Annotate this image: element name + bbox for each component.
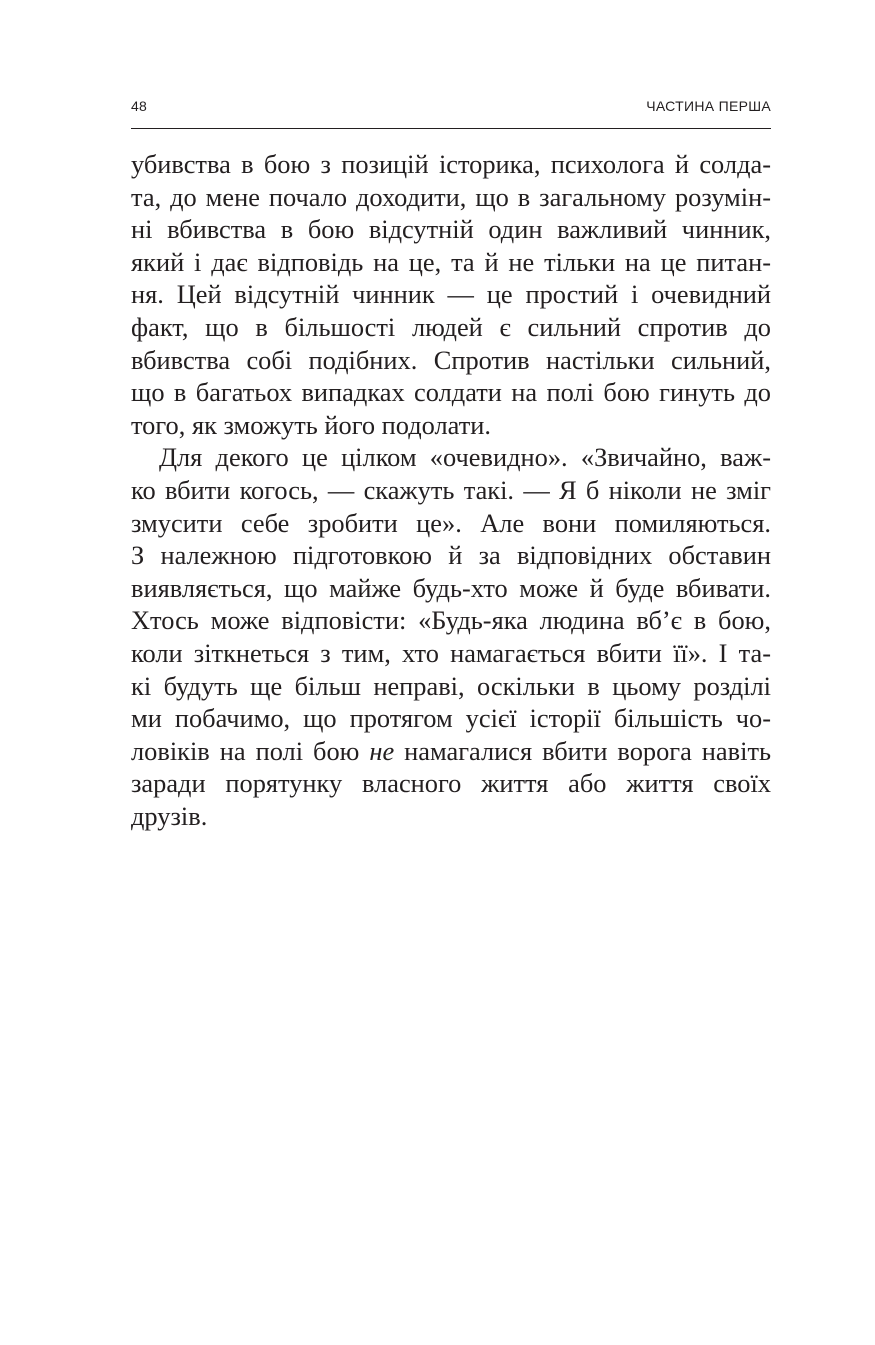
text-line: виявляється, що майже будь-хто може й буде вбивати. — [131, 572, 771, 603]
text-line: убивства в бою з позицій історика, психолога й солда- — [131, 149, 771, 179]
text-line: ко вбити когось, — скажуть такі. — Я б ніколи не зміг — [131, 474, 771, 505]
section-title: ЧАСТИНА ПЕРША — [646, 98, 771, 114]
paragraph-2 — [131, 441, 771, 832]
text-line: який і дає відповідь на це, та й не тільки на це питан- — [131, 246, 771, 277]
text-line: коли зіткнеться з тим, хто намагається вбити її». І та- — [131, 637, 771, 668]
text-line: факт, що в більшості людей є сильний спротив до — [131, 311, 771, 342]
text-line: ня. Цей відсутній чинник — це простий і очевидний — [131, 279, 771, 310]
text-line: ні вбивства в бою відсутній один важливий чинник, — [131, 214, 771, 245]
text-line: вбивства собі подібних. Спротив настільки сильний, — [131, 344, 771, 375]
running-head — [131, 96, 771, 120]
text-line: Для декого це цілком «очевидно». «Звичайно, важ- — [159, 442, 771, 473]
text-line: ми побачимо, що протягом усієї історії більшість чо- — [131, 703, 771, 734]
text-line: З належною підготовкою й за відповідних обставин — [131, 540, 771, 571]
body-text — [131, 148, 771, 832]
text-line: заради порятунку власного життя або життя своїх — [131, 768, 771, 799]
header-rule — [131, 128, 771, 129]
page-number: 48 — [131, 98, 147, 114]
text-line: друзів. — [131, 800, 208, 831]
text-line: змусити себе зробити це». Але вони помиляються. — [131, 507, 771, 538]
text-line-with-emphasis — [131, 735, 771, 768]
text-line: того, як зможуть його подолати. — [131, 409, 491, 440]
text-run: намагалися вбити ворога навіть — [394, 735, 772, 766]
text-run: ловіків на полі бою — [131, 735, 370, 766]
emphasized-word: не — [369, 735, 395, 766]
text-line: Хтось може відповісти: «Будь-яка людина вб’є в бою, — [131, 605, 771, 636]
text-line: та, до мене почало доходити, що в загальному розумін- — [131, 181, 771, 212]
paragraph-1 — [131, 148, 771, 441]
text-line: кі будуть ще більш неправі, оскільки в цьому розділі — [131, 670, 771, 701]
text-line: що в багатьох випадках солдати на полі бою гинуть до — [131, 377, 771, 408]
